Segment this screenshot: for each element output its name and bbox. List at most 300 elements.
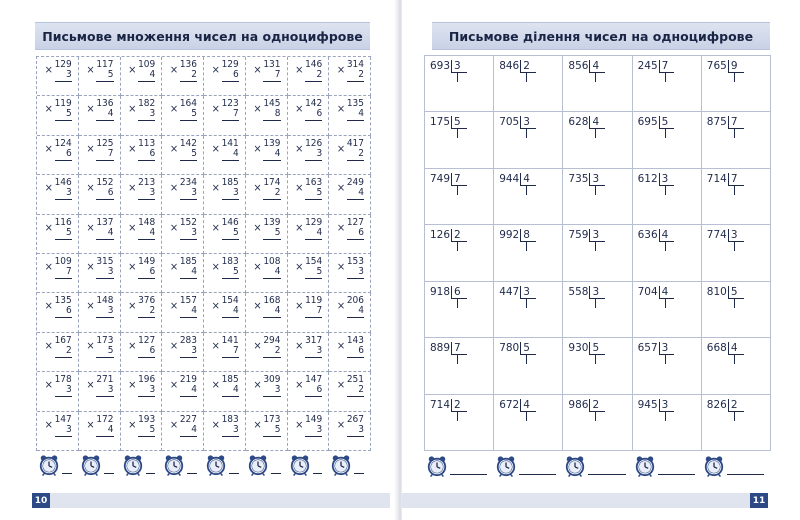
time-answer-line[interactable] bbox=[229, 473, 239, 474]
multiplier: 3 bbox=[55, 425, 72, 437]
time-answer-line[interactable] bbox=[727, 474, 764, 475]
division-problem[interactable] bbox=[563, 395, 632, 451]
multiplier: 3 bbox=[222, 188, 239, 200]
multiplicand: 146 bbox=[305, 59, 323, 70]
multiplicand: 149 bbox=[138, 256, 156, 267]
time-record-slot[interactable] bbox=[328, 452, 370, 482]
multiplier: 3 bbox=[96, 267, 113, 279]
time-record-slot[interactable] bbox=[632, 452, 701, 484]
division-line bbox=[526, 128, 527, 138]
multiplication-problem[interactable] bbox=[246, 293, 288, 332]
multiplication-column bbox=[253, 374, 281, 397]
multiplication-problem[interactable] bbox=[79, 57, 121, 96]
multiplication-problem[interactable] bbox=[37, 372, 79, 411]
multiplication-problem[interactable] bbox=[204, 215, 246, 254]
division-problem[interactable] bbox=[633, 112, 702, 168]
multiplication-problem[interactable] bbox=[37, 333, 79, 372]
multiplication-problem[interactable] bbox=[204, 57, 246, 96]
time-answer-line[interactable] bbox=[658, 474, 695, 475]
multiplication-problem[interactable] bbox=[37, 136, 79, 175]
multiplication-problem[interactable] bbox=[204, 254, 246, 293]
division-problem[interactable] bbox=[494, 225, 563, 281]
multiplication-column bbox=[211, 98, 239, 121]
time-record-slot[interactable] bbox=[701, 452, 770, 484]
times-sign: × bbox=[86, 102, 95, 116]
times-sign: × bbox=[169, 378, 179, 392]
multiplier: 4 bbox=[263, 149, 280, 161]
multiplier: 4 bbox=[138, 228, 155, 240]
multiplication-problem[interactable] bbox=[79, 215, 121, 254]
division-problem[interactable] bbox=[702, 56, 771, 112]
multiplier: 3 bbox=[96, 385, 113, 397]
multiplicand: 376 bbox=[138, 295, 156, 307]
multiplication-problem[interactable] bbox=[329, 412, 371, 451]
times-sign: × bbox=[295, 181, 304, 195]
alarm-clock-icon bbox=[328, 454, 352, 480]
multiplication-column bbox=[44, 413, 72, 437]
division-line bbox=[734, 128, 735, 138]
division-bracket bbox=[499, 173, 536, 186]
times-sign: × bbox=[211, 181, 220, 195]
multiplication-problem[interactable] bbox=[37, 57, 79, 96]
alarm-clock-icon bbox=[203, 454, 227, 480]
multiplication-column bbox=[169, 413, 197, 437]
multiplication-column bbox=[44, 334, 72, 358]
division-problem[interactable] bbox=[563, 56, 632, 112]
division-problem[interactable] bbox=[425, 225, 494, 281]
multiplication-problem[interactable] bbox=[79, 136, 121, 175]
times-sign: × bbox=[295, 260, 304, 273]
multiplicand: 117 bbox=[96, 59, 114, 70]
dividend: 672 bbox=[499, 398, 520, 411]
multiplicand: 142 bbox=[179, 137, 197, 149]
multiplier: 5 bbox=[55, 109, 72, 121]
multiplication-problem[interactable] bbox=[162, 215, 204, 254]
multiplication-problem[interactable] bbox=[329, 57, 371, 96]
multiplication-problem[interactable] bbox=[79, 293, 121, 332]
multiplication-column bbox=[336, 177, 364, 200]
multiplication-problem[interactable] bbox=[246, 215, 288, 254]
division-problem[interactable] bbox=[494, 169, 563, 225]
multiplication-column bbox=[44, 137, 72, 161]
multiplication-problem[interactable] bbox=[329, 254, 371, 293]
time-record-slot[interactable] bbox=[36, 452, 78, 482]
multiplication-grid bbox=[36, 56, 371, 451]
right-footer-band bbox=[402, 493, 750, 508]
multiplication-column bbox=[169, 177, 197, 200]
multiplicand: 185 bbox=[179, 256, 197, 267]
multiplier: 5 bbox=[222, 228, 239, 240]
multiplier: 4 bbox=[138, 70, 155, 82]
division-problem[interactable] bbox=[702, 338, 771, 394]
multiplier: 3 bbox=[96, 306, 113, 318]
dividend: 628 bbox=[568, 116, 589, 129]
division-problem[interactable] bbox=[494, 338, 563, 394]
times-sign: × bbox=[253, 417, 262, 431]
multiplication-column bbox=[253, 98, 281, 121]
division-problem[interactable] bbox=[633, 56, 702, 112]
divisor: 5 bbox=[520, 342, 536, 355]
division-bracket bbox=[430, 116, 467, 129]
dividend: 705 bbox=[499, 116, 520, 129]
multiplication-column bbox=[336, 59, 364, 82]
multiplication-problem[interactable] bbox=[204, 412, 246, 451]
division-problem[interactable] bbox=[633, 169, 702, 225]
time-record-slot[interactable] bbox=[245, 452, 287, 482]
multiplication-problem[interactable] bbox=[246, 175, 288, 214]
division-line bbox=[526, 411, 527, 421]
division-line bbox=[665, 128, 666, 138]
multiplier: 3 bbox=[222, 425, 239, 437]
multiplicand: 129 bbox=[305, 216, 323, 228]
division-bracket bbox=[638, 399, 675, 412]
alarm-clock-icon bbox=[493, 455, 517, 481]
division-line bbox=[734, 241, 735, 251]
alarm-clock-icon bbox=[701, 455, 725, 481]
multiplier: 6 bbox=[55, 306, 72, 318]
multiplication-column bbox=[86, 59, 114, 82]
multiplication-column bbox=[86, 98, 114, 121]
division-problem[interactable] bbox=[425, 112, 494, 168]
division-problem[interactable] bbox=[494, 395, 563, 451]
time-answer-line[interactable] bbox=[588, 474, 625, 475]
multiplier: 4 bbox=[96, 228, 113, 240]
division-bracket bbox=[568, 399, 605, 412]
division-line bbox=[457, 354, 458, 364]
multiplier: 7 bbox=[222, 346, 239, 358]
multiplication-problem[interactable] bbox=[329, 372, 371, 411]
division-line bbox=[595, 298, 596, 308]
multiplicand: 148 bbox=[138, 216, 156, 228]
times-sign: × bbox=[211, 378, 220, 392]
multiplicand: 145 bbox=[263, 98, 281, 110]
multiplication-problem[interactable] bbox=[329, 175, 371, 214]
multiplication-problem[interactable] bbox=[37, 175, 79, 214]
multiplier: 5 bbox=[96, 70, 113, 82]
multiplication-column bbox=[336, 98, 364, 121]
multiplicand: 136 bbox=[179, 59, 197, 70]
division-problem[interactable] bbox=[425, 56, 494, 112]
multiplication-problem[interactable] bbox=[204, 333, 246, 372]
multiplication-problem[interactable] bbox=[162, 175, 204, 214]
multiplication-problem[interactable] bbox=[162, 372, 204, 411]
multiplier: 5 bbox=[96, 346, 113, 358]
multiplier: 2 bbox=[263, 346, 280, 358]
multiplier: 2 bbox=[180, 70, 197, 82]
times-sign: × bbox=[211, 141, 220, 155]
multiplication-problem[interactable] bbox=[79, 412, 121, 451]
multiplier: 5 bbox=[55, 228, 72, 240]
multiplication-problem[interactable] bbox=[37, 96, 79, 135]
division-problem[interactable] bbox=[563, 169, 632, 225]
time-record-slot[interactable] bbox=[287, 452, 329, 482]
multiplication-problem[interactable] bbox=[288, 293, 330, 332]
multiplication-problem[interactable] bbox=[204, 175, 246, 214]
multiplication-problem[interactable] bbox=[204, 372, 246, 411]
multiplication-problem[interactable] bbox=[288, 215, 330, 254]
multiplication-problem[interactable] bbox=[121, 175, 163, 214]
multiplication-problem[interactable] bbox=[79, 333, 121, 372]
division-problem[interactable] bbox=[425, 338, 494, 394]
times-sign: × bbox=[44, 299, 53, 313]
division-bracket bbox=[568, 342, 605, 355]
multiplication-problem[interactable] bbox=[288, 96, 330, 135]
divisor: 4 bbox=[659, 229, 675, 242]
multiplication-problem[interactable] bbox=[329, 333, 371, 372]
multiplier: 3 bbox=[263, 385, 280, 397]
times-sign: × bbox=[211, 102, 220, 116]
multiplication-problem[interactable] bbox=[246, 57, 288, 96]
times-sign: × bbox=[169, 260, 179, 273]
division-problem[interactable] bbox=[494, 112, 563, 168]
multiplicand: 143 bbox=[346, 334, 364, 346]
multiplication-problem[interactable] bbox=[162, 136, 204, 175]
time-record-slot[interactable] bbox=[120, 452, 162, 482]
divisor: 7 bbox=[728, 173, 744, 186]
division-problem[interactable] bbox=[702, 395, 771, 451]
division-bracket bbox=[430, 229, 467, 242]
times-sign: × bbox=[336, 102, 346, 116]
division-problem[interactable] bbox=[563, 225, 632, 281]
multiplication-problem[interactable] bbox=[246, 372, 288, 411]
times-sign: × bbox=[336, 141, 346, 155]
multiplication-column bbox=[253, 256, 281, 279]
division-line bbox=[734, 354, 735, 364]
division-problem[interactable] bbox=[425, 169, 494, 225]
times-sign: × bbox=[44, 102, 53, 116]
time-record-slot[interactable] bbox=[424, 452, 493, 484]
multiplication-problem[interactable] bbox=[162, 96, 204, 135]
divisor: 4 bbox=[589, 60, 605, 73]
times-sign: × bbox=[295, 299, 304, 313]
times-sign: × bbox=[295, 220, 304, 234]
multiplier: 3 bbox=[55, 70, 72, 82]
time-record-slot[interactable] bbox=[562, 452, 631, 484]
time-answer-line[interactable] bbox=[62, 473, 72, 474]
multiplication-problem[interactable] bbox=[204, 96, 246, 135]
multiplication-problem[interactable] bbox=[79, 175, 121, 214]
multiplier: 3 bbox=[180, 346, 197, 358]
time-answer-line[interactable] bbox=[354, 473, 364, 474]
times-sign: × bbox=[44, 417, 53, 431]
multiplication-problem[interactable] bbox=[121, 412, 163, 451]
times-sign: × bbox=[253, 141, 262, 155]
multiplication-problem[interactable] bbox=[121, 333, 163, 372]
division-bracket bbox=[638, 229, 675, 242]
multiplication-problem[interactable] bbox=[288, 175, 330, 214]
multiplicand: 131 bbox=[263, 59, 281, 70]
dividend: 918 bbox=[430, 285, 451, 298]
multiplication-problem[interactable] bbox=[246, 96, 288, 135]
multiplier: 3 bbox=[347, 267, 364, 279]
multiplication-problem[interactable] bbox=[204, 136, 246, 175]
division-line bbox=[595, 241, 596, 251]
multiplication-problem[interactable] bbox=[329, 215, 371, 254]
division-problem[interactable] bbox=[702, 169, 771, 225]
multiplicand: 185 bbox=[221, 177, 239, 189]
division-problem[interactable] bbox=[633, 395, 702, 451]
division-bracket bbox=[568, 116, 605, 129]
multiplication-column bbox=[128, 98, 156, 121]
multiplier: 5 bbox=[263, 425, 280, 437]
division-problem[interactable] bbox=[633, 282, 702, 338]
multiplication-column bbox=[336, 137, 364, 161]
time-answer-line[interactable] bbox=[146, 473, 156, 474]
multiplier: 2 bbox=[305, 70, 322, 82]
multiplication-problem[interactable] bbox=[288, 254, 330, 293]
dividend: 612 bbox=[637, 172, 658, 185]
multiplication-problem[interactable] bbox=[246, 136, 288, 175]
division-problem[interactable] bbox=[494, 282, 563, 338]
multiplication-column bbox=[253, 137, 281, 161]
times-sign: × bbox=[211, 417, 220, 431]
multiplicand: 314 bbox=[346, 59, 364, 70]
multiplicand: 147 bbox=[305, 374, 323, 386]
time-record-slot[interactable] bbox=[203, 452, 245, 482]
multiplication-problem[interactable] bbox=[37, 293, 79, 332]
multiplication-problem[interactable] bbox=[288, 57, 330, 96]
multiplication-problem[interactable] bbox=[79, 254, 121, 293]
times-sign: × bbox=[86, 299, 95, 313]
multiplier: 6 bbox=[138, 149, 155, 161]
multiplicand: 183 bbox=[221, 256, 239, 267]
multiplication-problem[interactable] bbox=[288, 333, 330, 372]
multiplication-problem[interactable] bbox=[329, 136, 371, 175]
times-sign: × bbox=[211, 299, 220, 313]
multiplication-column bbox=[128, 59, 156, 82]
multiplication-problem[interactable] bbox=[121, 57, 163, 96]
time-answer-line[interactable] bbox=[187, 473, 197, 474]
multiplier: 4 bbox=[347, 188, 364, 200]
multiplicand: 315 bbox=[96, 256, 114, 267]
dividend: 693 bbox=[430, 60, 451, 72]
multiplication-column bbox=[295, 295, 323, 318]
multiplier: 5 bbox=[263, 228, 280, 240]
multiplication-problem[interactable] bbox=[37, 412, 79, 451]
time-answer-line[interactable] bbox=[450, 474, 487, 475]
multiplier: 7 bbox=[96, 149, 113, 161]
divisor: 4 bbox=[589, 116, 605, 129]
multiplication-column bbox=[128, 177, 156, 200]
division-line bbox=[457, 185, 458, 195]
multiplication-column bbox=[211, 59, 239, 82]
dividend: 889 bbox=[430, 342, 451, 355]
time-answer-line[interactable] bbox=[313, 473, 323, 474]
division-problem[interactable] bbox=[425, 282, 494, 338]
multiplication-problem[interactable] bbox=[121, 136, 163, 175]
multiplication-problem[interactable] bbox=[37, 215, 79, 254]
multiplication-column bbox=[211, 256, 239, 279]
multiplication-problem[interactable] bbox=[162, 57, 204, 96]
multiplicand: 126 bbox=[305, 137, 323, 149]
dividend: 774 bbox=[706, 229, 727, 242]
division-problem[interactable] bbox=[702, 225, 771, 281]
multiplicand: 129 bbox=[54, 59, 72, 70]
times-sign: × bbox=[44, 260, 53, 273]
multiplication-column bbox=[86, 137, 114, 161]
multiplier: 2 bbox=[55, 346, 72, 358]
multiplication-problem[interactable] bbox=[121, 254, 163, 293]
division-problem[interactable] bbox=[633, 225, 702, 281]
divisor: 5 bbox=[451, 116, 467, 129]
multiplication-column bbox=[253, 413, 281, 437]
times-sign: × bbox=[128, 299, 137, 313]
division-problem[interactable] bbox=[633, 338, 702, 394]
multiplier: 3 bbox=[180, 228, 197, 240]
division-problem[interactable] bbox=[702, 282, 771, 338]
multiplication-problem[interactable] bbox=[162, 333, 204, 372]
times-sign: × bbox=[295, 338, 304, 352]
multiplication-column bbox=[128, 334, 156, 358]
multiplicand: 206 bbox=[346, 295, 364, 307]
time-record-slot[interactable] bbox=[161, 452, 203, 482]
multiplier: 3 bbox=[55, 385, 72, 397]
divisor: 3 bbox=[520, 116, 536, 129]
multiplication-problem[interactable] bbox=[246, 333, 288, 372]
division-problem[interactable] bbox=[494, 56, 563, 112]
divisor: 4 bbox=[520, 399, 536, 412]
time-answer-line[interactable] bbox=[271, 473, 281, 474]
times-sign: × bbox=[128, 181, 137, 195]
multiplicand: 172 bbox=[96, 413, 114, 425]
multiplication-problem[interactable] bbox=[288, 372, 330, 411]
multiplication-problem[interactable] bbox=[121, 96, 163, 135]
multiplicand: 167 bbox=[54, 334, 72, 346]
multiplier: 6 bbox=[138, 267, 155, 279]
multiplication-column bbox=[211, 216, 239, 240]
multiplication-column bbox=[169, 374, 197, 397]
division-problem[interactable] bbox=[563, 338, 632, 394]
alarm-clock-icon bbox=[287, 454, 311, 480]
multiplication-problem[interactable] bbox=[162, 293, 204, 332]
multiplier: 3 bbox=[180, 188, 197, 200]
times-sign: × bbox=[253, 220, 262, 234]
multiplication-problem[interactable] bbox=[79, 372, 121, 411]
alarm-clock-icon bbox=[78, 454, 102, 480]
multiplication-problem[interactable] bbox=[246, 412, 288, 451]
multiplicand: 147 bbox=[54, 413, 72, 425]
multiplication-problem[interactable] bbox=[162, 254, 204, 293]
multiplication-problem[interactable] bbox=[329, 96, 371, 135]
multiplication-column bbox=[295, 413, 323, 437]
multiplication-problem[interactable] bbox=[121, 372, 163, 411]
multiplication-problem[interactable] bbox=[288, 136, 330, 175]
divisor: 9 bbox=[728, 60, 744, 73]
multiplication-problem[interactable] bbox=[204, 293, 246, 332]
multiplier: 3 bbox=[138, 109, 155, 121]
divisor: 4 bbox=[728, 342, 744, 355]
multiplication-problem[interactable] bbox=[121, 215, 163, 254]
time-record-slot[interactable] bbox=[493, 452, 562, 484]
multiplicand: 119 bbox=[54, 98, 72, 110]
multiplication-problem[interactable] bbox=[162, 412, 204, 451]
time-answer-line[interactable] bbox=[519, 474, 556, 475]
multiplication-problem[interactable] bbox=[37, 254, 79, 293]
multiplier: 4 bbox=[222, 306, 239, 318]
multiplication-problem[interactable] bbox=[288, 412, 330, 451]
multiplication-problem[interactable] bbox=[121, 293, 163, 332]
division-problem[interactable] bbox=[563, 112, 632, 168]
time-record-slot[interactable] bbox=[78, 452, 120, 482]
division-problem[interactable] bbox=[702, 112, 771, 168]
dividend: 810 bbox=[706, 285, 727, 298]
multiplication-problem[interactable] bbox=[79, 96, 121, 135]
division-problem[interactable] bbox=[563, 282, 632, 338]
division-problem[interactable] bbox=[425, 395, 494, 451]
multiplication-problem[interactable] bbox=[246, 254, 288, 293]
multiplication-problem[interactable] bbox=[329, 293, 371, 332]
time-answer-line[interactable] bbox=[104, 473, 114, 474]
